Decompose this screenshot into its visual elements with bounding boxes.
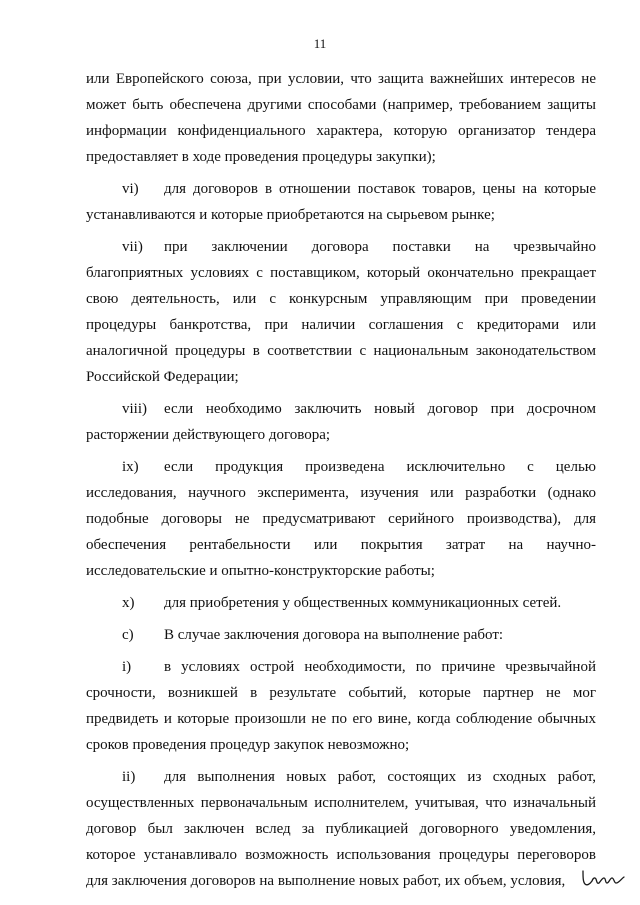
paragraph-text: если продукция произведена исключительно с целью исследования, научного эксперимента, изучения или разработки (однако подобные договоры не предусматривают серийного производства), для обеспечения рентабельности или покрытия затрат на научно-исследовательские и опытно-конструкторские работы;	[86, 459, 596, 579]
paragraph-text: для договоров в отношении поставок товаров, цены на которые устанавливаются и которые приобретаются на сырьевом рынке;	[86, 181, 596, 223]
list-marker: ii)	[122, 769, 136, 785]
paragraph-text: если необходимо заключить новый договор при досрочном расторжении действующего договора;	[86, 401, 596, 443]
list-marker: i)	[122, 659, 132, 675]
list-marker: x)	[122, 595, 135, 611]
list-marker: vi)	[122, 181, 139, 197]
list-item-ix	[86, 454, 596, 584]
list-marker: c)	[122, 627, 134, 643]
page-number: 11	[313, 36, 327, 51]
list-item-vi	[86, 176, 596, 228]
list-marker: vii)	[122, 239, 143, 255]
document-body	[86, 66, 596, 900]
list-item-i	[86, 654, 596, 758]
list-item-viii	[86, 396, 596, 448]
handwritten-signature	[580, 865, 626, 889]
paragraph-text: В случае заключения договора на выполнение работ:	[164, 627, 504, 643]
paragraph-text: в условиях острой необходимости, по причине чрезвычайной срочности, возникшей в результате событий, которые партнер не мог предвидеть и которые произошли не по его вине, когда соблюдение обычных сроков проведения процедур закупок невозможно;	[86, 659, 596, 753]
paragraph-continuation	[86, 66, 596, 170]
list-item-x	[86, 590, 596, 616]
list-marker: ix)	[122, 459, 139, 475]
paragraph-text: или Европейского союза, при условии, что защита важнейших интересов не может быть обеспечена другими способами (например, требованием защиты информации конфиденциального характера, которую организатор тендера предоставляет в ходе проведения процедуры закупки);	[86, 71, 596, 165]
paragraph-text: для выполнения новых работ, состоящих из сходных работ, осуществленных первоначальным исполнителем, учитывая, что изначальный договор был заключен вслед за публикацией договорного уведомления, которое устанавливало возможность использования процедуры переговоров для заключения договоров на выполнение новых работ, их объем, условия,	[86, 769, 596, 889]
list-item-vii	[86, 234, 596, 390]
paragraph-text: при заключении договора поставки на чрезвычайно благоприятных условиях с поставщиком, который окончательно прекращает свою деятельность, или с конкурсным управляющим при проведении процедуры банкротства, при наличии соглашения с кредиторами или аналогичной процедуры в соответствии с национальным законодательством Российской Федерации;	[86, 239, 596, 385]
list-item-ii	[86, 764, 596, 894]
paragraph-text: для приобретения у общественных коммуникационных сетей.	[164, 595, 562, 611]
list-marker: viii)	[122, 401, 147, 417]
list-item-c	[86, 622, 596, 648]
